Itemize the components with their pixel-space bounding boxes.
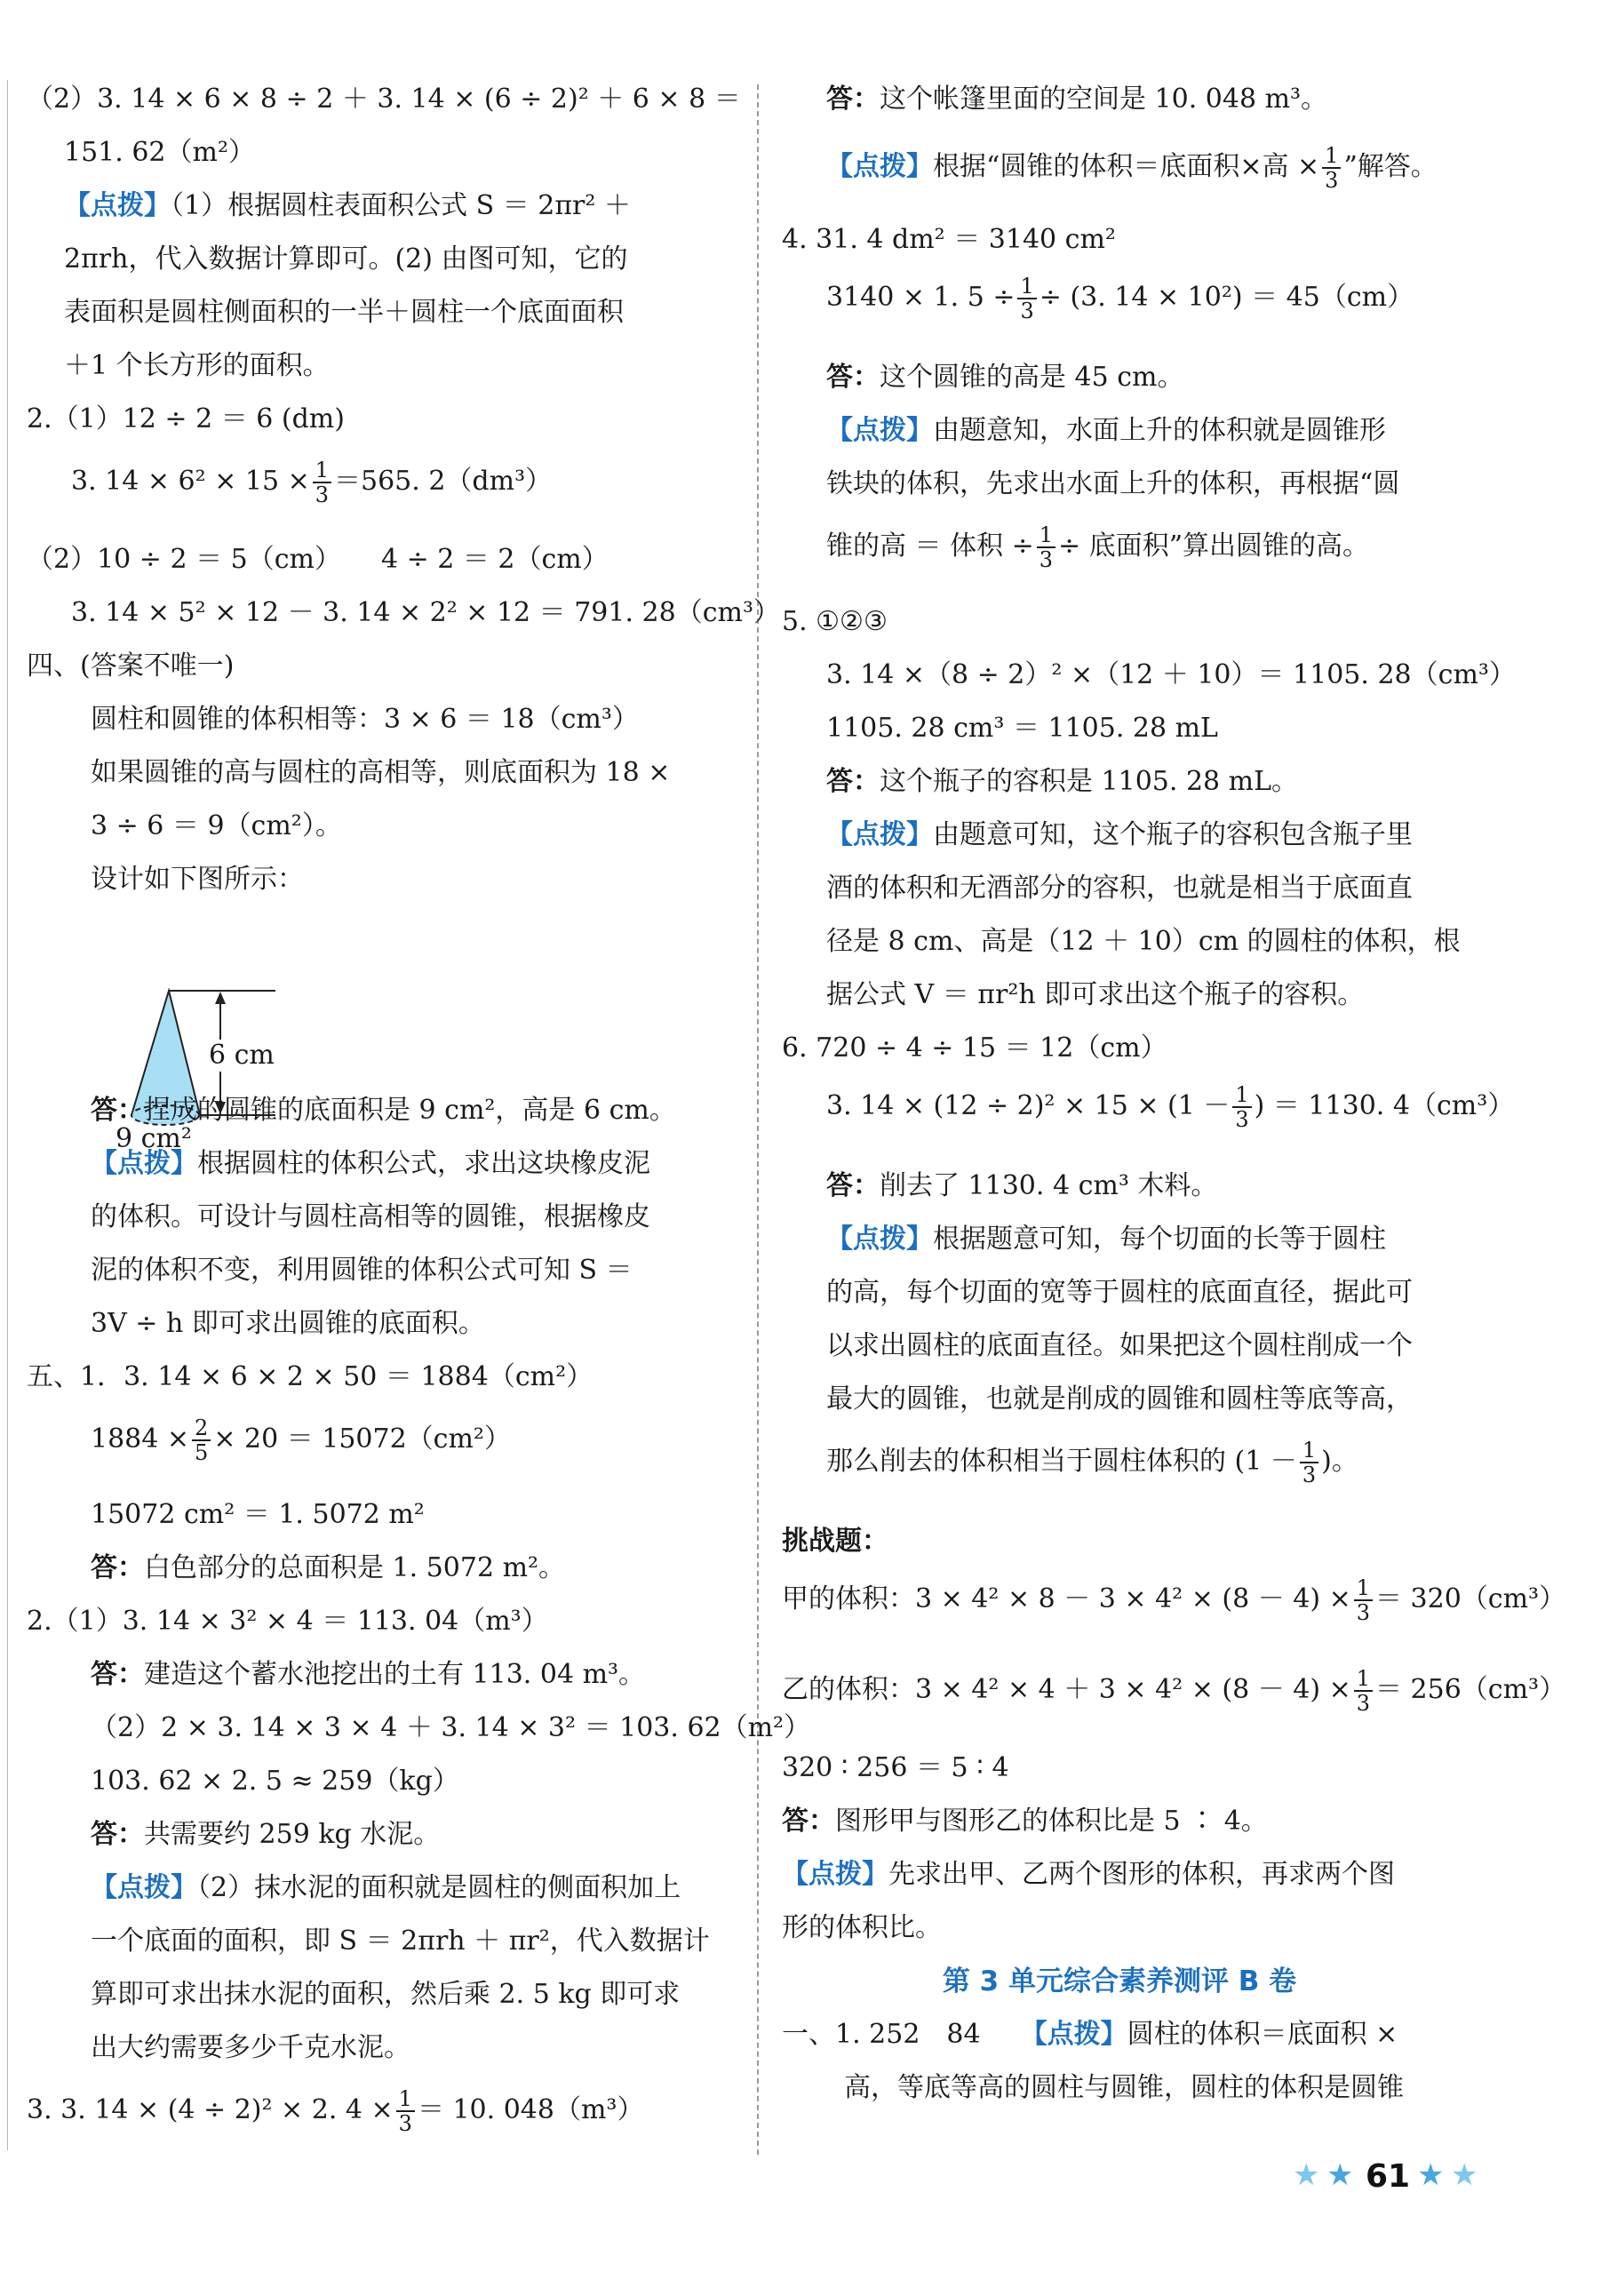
- page-edge-line: [7, 80, 8, 2150]
- tip-label: 【点拨】: [782, 1859, 888, 1890]
- numerator: 1: [1037, 523, 1055, 548]
- tip-line: [782, 413, 1386, 449]
- numerator: 1: [1017, 275, 1036, 299]
- formula-part: × 20 ＝ 15072（cm²）: [213, 1423, 511, 1455]
- tip-line: [27, 188, 631, 224]
- text-line: 五、1．3. 14 × 6 × 2 × 50 ＝ 1884（cm²）: [27, 1361, 593, 1392]
- fraction-one-third: [1322, 144, 1341, 192]
- arrow-head-up-icon: [215, 992, 226, 1004]
- denominator: 3: [398, 2111, 412, 2136]
- answer-line: [27, 1093, 676, 1128]
- formula-part: ÷ 底面积”算出圆锥的高。: [1058, 530, 1370, 562]
- formula-part: ＝ 256（cm³）: [1375, 1674, 1566, 1705]
- answer-text: 共需要约 259 kg 水泥。: [144, 1819, 441, 1850]
- formula-line: [71, 455, 552, 508]
- fraction-one-third: [1300, 1439, 1318, 1487]
- tip-label: 【点拨】: [91, 1148, 197, 1179]
- fraction-one-third: [396, 2087, 415, 2135]
- answer-text: 建造这个蓄水池挖出的土有 113. 04 m³。: [144, 1659, 646, 1690]
- tip-line: [27, 1146, 650, 1182]
- formula-line: [782, 271, 1414, 324]
- tip-label: 【点拨】: [91, 1872, 197, 1903]
- text-line: 2.（1）3. 14 × 3² × 4 ＝ 113. 04（m³）: [27, 1606, 548, 1637]
- answer-line: [27, 1657, 645, 1693]
- section-heading: 四、(答案不唯一): [27, 650, 235, 682]
- numerator: 1: [1322, 144, 1341, 169]
- tip-text: 根据圆柱的体积公式，求出这块橡皮泥: [197, 1148, 650, 1179]
- tip-label: 【点拨】: [826, 415, 933, 446]
- numerator: 1: [1354, 1576, 1373, 1601]
- answer-label: 答：: [91, 1659, 144, 1690]
- denominator: 3: [1235, 1107, 1249, 1132]
- text-line: （2）10 ÷ 2 ＝ 5（cm） 4 ÷ 2 ＝ 2（cm）: [27, 544, 609, 575]
- star-icon: ★: [1293, 2157, 1320, 2193]
- answer-text: 图形甲与图形乙的体积比是 5 ∶ 4。: [835, 1806, 1268, 1837]
- formula-part: 3. 14 × 6² × 15 ×: [71, 466, 310, 497]
- formula-line: [782, 1573, 1565, 1626]
- text-line: 据公式 V ＝ πr²h 即可求出这个瓶子的容积。: [826, 979, 1365, 1010]
- star-icon: ★: [1326, 2157, 1354, 2193]
- tip-line: [782, 1222, 1386, 1257]
- fraction-one-third: [1017, 275, 1036, 323]
- text-line: 以求出圆柱的底面直径。如果把这个圆柱削成一个: [826, 1330, 1413, 1361]
- denominator: 3: [1356, 1600, 1371, 1625]
- text-line: （2）2 × 3. 14 × 3 × 4 ＋ 3. 14 × 3² ＝ 103. 62（m²）: [91, 1712, 811, 1743]
- answer-line: [27, 1551, 565, 1586]
- fraction-one-third: [1354, 1667, 1373, 1715]
- numerator: 1: [1300, 1439, 1318, 1463]
- text-line: 算即可求出抹水泥的面积，然后乘 2. 5 kg 即可求: [91, 1979, 681, 2010]
- text-line: 3. 14 × 5² × 12 － 3. 14 × 2² × 12 ＝ 791. 28（cm³）: [71, 597, 781, 628]
- text-line: 3V ÷ h 即可求出圆锥的底面积。: [91, 1308, 485, 1339]
- answer-line: [782, 1168, 1217, 1204]
- formula-line: [782, 1435, 1358, 1488]
- denominator: 3: [1325, 168, 1339, 193]
- formula-line: [27, 2084, 643, 2137]
- tip-line: [27, 1870, 681, 1906]
- formula-part: ) ＝ 1130. 4（cm³）: [1254, 1090, 1515, 1121]
- denominator: 3: [1020, 299, 1034, 323]
- formula-part: ＝565. 2（dm³）: [334, 466, 553, 497]
- text-line: 出大约需要多少千克水泥。: [91, 2032, 410, 2063]
- answer-label: 答：: [91, 1552, 144, 1583]
- answer-text: 捏成的圆锥的底面积是 9 cm²，高是 6 cm。: [144, 1095, 676, 1126]
- text-line: [782, 2017, 1398, 2053]
- answer-text: 这个瓶子的容积是 1105. 28 mL。: [880, 766, 1299, 797]
- numerator: 1: [396, 2087, 415, 2112]
- text-line: 3 ÷ 6 ＝ 9（cm²）。: [91, 810, 342, 841]
- answer-label: 答：: [826, 84, 880, 115]
- formula-part: 3. 3. 14 × (4 ÷ 2)² × 2. 4 ×: [27, 2094, 394, 2125]
- text-line: 15072 cm² ＝ 1. 5072 m²: [91, 1499, 425, 1530]
- formula-part: ＝ 10. 048（m³）: [417, 2094, 644, 2125]
- answer-label: 答：: [826, 1170, 880, 1201]
- text-line: 5. ①②③: [782, 606, 888, 637]
- fraction-one-third: [313, 458, 331, 506]
- formula-part: 1884 ×: [91, 1423, 190, 1455]
- formula-line: [782, 520, 1369, 573]
- text-line: 圆柱和圆锥的体积相等：3 × 6 ＝ 18（cm³）: [91, 704, 639, 735]
- page-number: 61: [1366, 2158, 1411, 2195]
- base-area-label: 9 cm²: [115, 1123, 192, 1154]
- answer-label: 答：: [826, 766, 880, 797]
- formula-part: 甲的体积：3 × 4² × 8 － 3 × 4² × (8 － 4) ×: [782, 1583, 1351, 1614]
- text-line: 如果圆锥的高与圆柱的高相等，则底面积为 18 ×: [91, 757, 671, 788]
- tip-label: 【点拨】: [1033, 2019, 1127, 2050]
- star-icon: ★: [1417, 2157, 1445, 2193]
- tip-text: 根据“圆锥的体积＝底面积×高 ×: [933, 151, 1320, 182]
- formula-part: 乙的体积：3 × 4² × 4 ＋ 3 × 4² × (8 － 4) ×: [782, 1674, 1351, 1705]
- answer-label: 答：: [782, 1806, 835, 1837]
- text-line: 径是 8 cm、高是（12 ＋ 10）cm 的圆柱的体积，根: [826, 926, 1461, 957]
- answer-line: [782, 764, 1298, 800]
- numerator: 2: [192, 1416, 211, 1441]
- height-label: 6 cm: [209, 1040, 275, 1071]
- text-line: 形的体积比。: [782, 1912, 942, 1943]
- formula-part: 3. 14 × (12 ÷ 2)² × 15 × (1 －: [826, 1090, 1231, 1121]
- answer-label: 答：: [91, 1095, 144, 1126]
- tip-label: 【点拨】: [826, 151, 933, 182]
- answer-line: [27, 1817, 440, 1853]
- text-line: （2）3. 14 × 6 × 8 ÷ 2 ＋ 3. 14 × (6 ÷ 2)² ＋ 6 × 8 ＝: [27, 84, 741, 115]
- formula-part: )。: [1321, 1446, 1358, 1477]
- section-title: 第 3 单元综合素养测评 B 卷: [942, 1965, 1297, 1997]
- answer-label: 答：: [826, 362, 880, 393]
- page-footer: [1293, 2157, 1497, 2202]
- tip-label: 【点拨】: [826, 819, 933, 850]
- text-line: 2.（1）12 ÷ 2 ＝ 6 (dm): [27, 403, 345, 434]
- tip-text: （1）根据圆柱表面积公式 S ＝ 2πr² ＋: [171, 190, 631, 221]
- text-line: 3. 14 ×（8 ÷ 2）² ×（12 ＋ 10）＝ 1105. 28（cm³）: [826, 659, 1516, 690]
- answer-text: 白色部分的总面积是 1. 5072 m²。: [144, 1552, 566, 1583]
- answer-text: 这个圆锥的高是 45 cm。: [880, 362, 1184, 393]
- tip-text: （2）抹水泥的面积就是圆柱的侧面积加上: [197, 1872, 681, 1903]
- denominator: 5: [195, 1440, 209, 1465]
- column-divider: [757, 84, 759, 2155]
- answer-line: [782, 1804, 1268, 1839]
- text-line: 设计如下图所示：: [91, 864, 304, 895]
- text-line: 320 ∶ 256 ＝ 5 ∶ 4: [782, 1752, 1009, 1783]
- text-line: 6. 720 ÷ 4 ÷ 15 ＝ 12（cm）: [782, 1032, 1167, 1064]
- answer-line: [782, 360, 1184, 395]
- answer-label: 答：: [91, 1819, 144, 1850]
- text-line: 的高，每个切面的宽等于圆柱的底面直径，据此可: [826, 1277, 1413, 1308]
- text-line: 103. 62 × 2. 5 ≈ 259（kg）: [91, 1766, 459, 1797]
- formula-part: 锥的高 ＝ 体积 ÷: [826, 530, 1034, 562]
- tip-label: 【点拨】: [826, 1224, 933, 1255]
- text-line: 铁块的体积，先求出水面上升的体积，再根据“圆: [826, 468, 1400, 499]
- tip-text: 由题意知，水面上升的体积就是圆锥形: [933, 415, 1386, 446]
- text-line: 泥的体积不变，利用圆锥的体积公式可知 S ＝: [91, 1255, 633, 1286]
- formula-part: ＝ 320（cm³）: [1375, 1583, 1566, 1614]
- text-line: 最大的圆锥，也就是削成的圆锥和圆柱等底等高，: [826, 1383, 1413, 1415]
- answer-line: [782, 82, 1327, 117]
- text-line: 高，等底等高的圆柱与圆锥，圆柱的体积是圆锥: [844, 2072, 1404, 2103]
- fraction-one-third: [1037, 523, 1055, 571]
- tip-text: 由题意可知，这个瓶子的容积包含瓶子里: [933, 819, 1413, 850]
- cone-diagram: [107, 986, 338, 1155]
- formula-line: [782, 1080, 1514, 1133]
- text-line: 4. 31. 4 dm² ＝ 3140 cm²: [782, 224, 1116, 255]
- denominator: 3: [1039, 547, 1054, 572]
- text-line: 的体积。可设计与圆柱高相等的圆锥，根据橡皮: [91, 1201, 650, 1232]
- text-line: 151. 62（m²）: [64, 137, 255, 168]
- answer-text: 一、1. 252 84: [782, 2019, 981, 2050]
- text-line: 一个底面的面积，即 S ＝ 2πrh ＋ πr²，代入数据计: [91, 1925, 710, 1957]
- formula-part: ÷ (3. 14 × 10²) ＝ 45（cm）: [1039, 282, 1414, 313]
- numerator: 1: [313, 458, 331, 483]
- tip-text: 圆柱的体积＝底面积 ×: [1127, 2019, 1398, 2050]
- tip-label: 【点拨】: [64, 190, 171, 221]
- numerator: 1: [1354, 1667, 1373, 1692]
- star-icon: ★: [1451, 2157, 1478, 2193]
- tip-line: [782, 140, 1438, 194]
- tip-line: [782, 1857, 1395, 1893]
- fraction-one-third: [1354, 1576, 1373, 1624]
- formula-part: 3140 × 1. 5 ÷: [826, 282, 1016, 313]
- denominator: 3: [1302, 1463, 1317, 1487]
- denominator: 3: [315, 482, 329, 507]
- numerator: 1: [1232, 1083, 1251, 1108]
- text-line: 表面积是圆柱侧面积的一半＋圆柱一个底面面积: [64, 297, 624, 328]
- tip-text: ”解答。: [1343, 151, 1438, 182]
- answer-text: 削去了 1130. 4 cm³ 木料。: [880, 1170, 1218, 1201]
- text-line: ＋1 个长方形的面积。: [64, 350, 330, 381]
- denominator: 3: [1356, 1691, 1371, 1716]
- text-line: 酒的体积和无酒部分的容积，也就是相当于底面直: [826, 873, 1413, 904]
- tip-line: [782, 817, 1413, 853]
- fraction-one-third: [1232, 1083, 1251, 1131]
- challenge-heading: 挑战题：: [782, 1526, 888, 1557]
- answer-text: 这个帐篷里面的空间是 10. 048 m³。: [880, 84, 1328, 115]
- text-line: 2πrh，代入数据计算即可。(2) 由图可知，它的: [64, 243, 628, 275]
- formula-part: 那么削去的体积相当于圆柱体积的 (1 －: [826, 1446, 1297, 1477]
- tip-text: 先求出甲、乙两个图形的体积，再求两个图: [888, 1859, 1395, 1890]
- formula-line: [27, 1413, 511, 1466]
- formula-line: [782, 1663, 1565, 1717]
- fraction-two-fifths: [192, 1416, 211, 1464]
- tip-text: 根据题意可知，每个切面的长等于圆柱: [933, 1224, 1386, 1255]
- text-line: 1105. 28 cm³ ＝ 1105. 28 mL: [826, 713, 1218, 744]
